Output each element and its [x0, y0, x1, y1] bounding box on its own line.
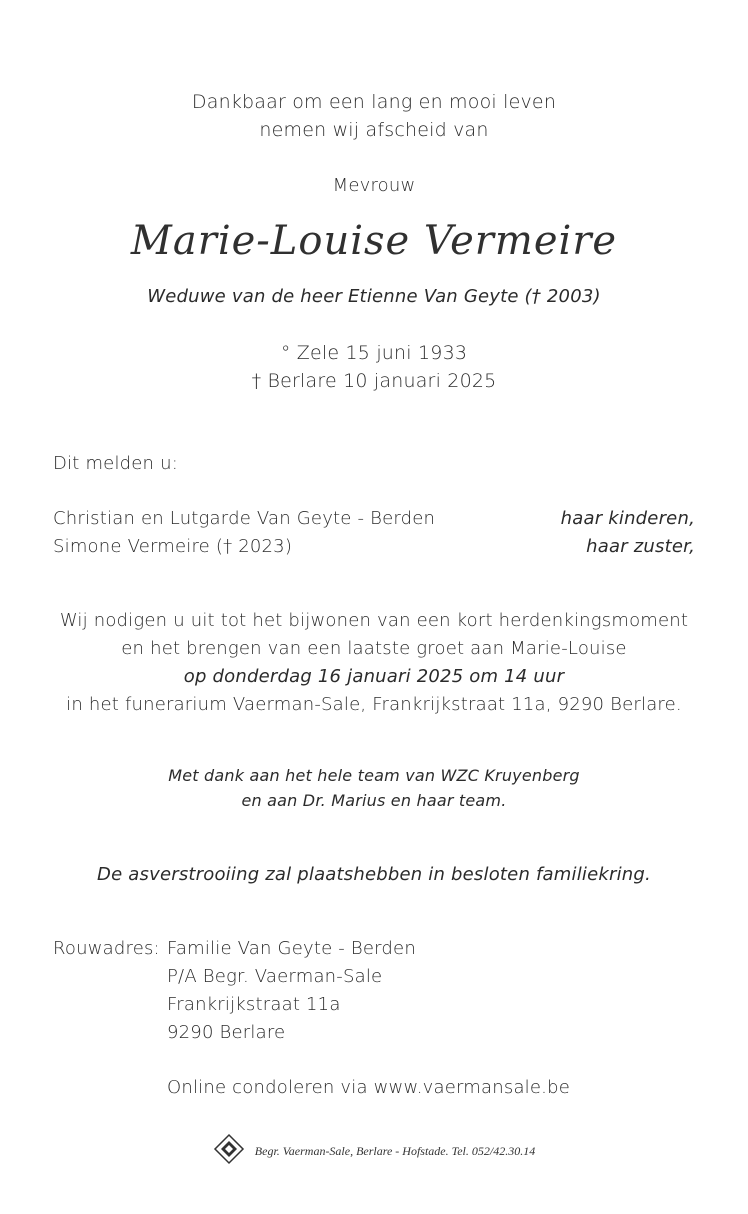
announce: Dit melden u:: [53, 453, 178, 474]
scattering-line: De asverstrooiing zal plaatshebben in besloten familiekring.: [97, 864, 651, 885]
online-condolence: Online condoleren via www.vaermansale.be: [167, 1077, 570, 1098]
deceased-name: Marie-Louise Vermeire: [130, 218, 618, 264]
thanks-line-1: Met dank aan het hele team van WZC Kruyenberg: [168, 766, 580, 785]
address-line-2: P/A Begr. Vaerman-Sale: [167, 966, 383, 987]
diamond-logo-icon: [213, 1133, 245, 1169]
invitation-date: op donderdag 16 januari 2025 om 14 uur: [183, 666, 565, 687]
intro-line-2: nemen wij afscheid van: [259, 119, 489, 141]
family-name-1: Christian en Lutgarde Van Geyte - Berden: [53, 508, 436, 529]
died-line: † Berlare 10 januari 2025: [251, 370, 497, 392]
address-line-4: 9290 Berlare: [167, 1022, 286, 1043]
invitation-line-4: in het funerarium Vaerman-Sale, Frankrijkstraat 11a, 9290 Berlare.: [66, 694, 682, 715]
footer: [0, 1133, 748, 1169]
salutation: Mevrouw: [332, 175, 416, 196]
address-label: Rouwadres:: [53, 938, 160, 959]
family-relation-1: haar kinderen,: [560, 508, 695, 529]
thanks-line-2: en aan Dr. Marius en haar team.: [241, 791, 507, 810]
address-line-3: Frankrijkstraat 11a: [167, 994, 341, 1015]
footer-text: Begr. Vaerman-Sale, Berlare - Hofstade. Tel. 052/42.30.14: [254, 1143, 536, 1158]
invitation-line-2: en het brengen van een laatste groet aan Marie-Louise: [121, 638, 627, 659]
family-name-2: Simone Vermeire († 2023): [53, 536, 293, 557]
invitation-line-1: Wij nodigen u uit tot het bijwonen van een kort herdenkingsmoment: [59, 610, 689, 631]
family-relation-2: haar zuster,: [586, 536, 695, 557]
intro-line-1: Dankbaar om een lang en mooi leven: [191, 91, 557, 113]
widow-line: Weduwe van de heer Etienne Van Geyte († 2003): [147, 286, 601, 307]
address-line-1: Familie Van Geyte - Berden: [167, 938, 416, 959]
born-line: ° Zele 15 juni 1933: [280, 342, 468, 364]
